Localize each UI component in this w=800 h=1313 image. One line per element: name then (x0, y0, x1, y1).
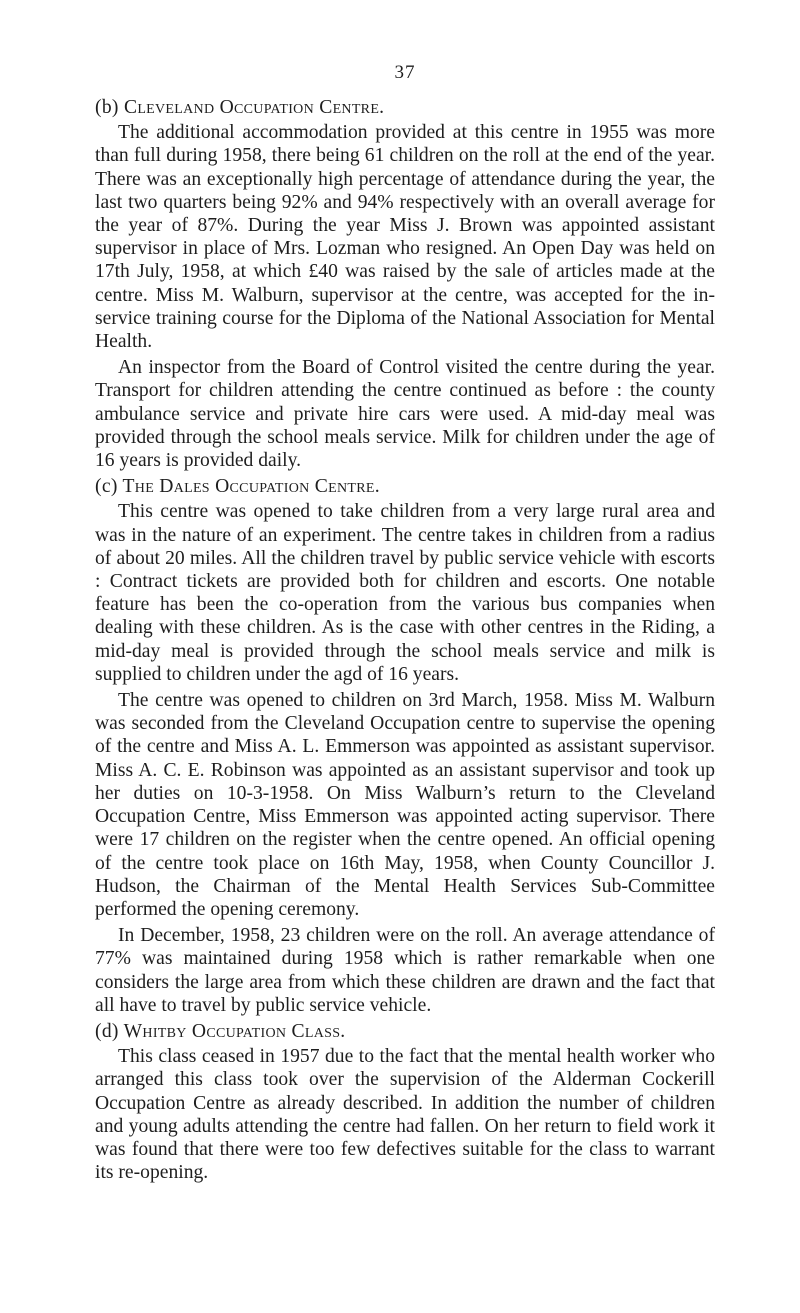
paragraph: In December, 1958, 23 children were on the roll. An average attendance of 77% was maintained during 1958 which is rather remarkable when one considers the large area from which these children are drawn and the fact that all have to travel by public service vehicle. (95, 925, 715, 1016)
section-letter: (b) (95, 97, 119, 118)
paragraph: An inspector from the Board of Control visited the centre during the year. Transport for children attending the centre continued as before : the county ambulance service and private hire cars were used. A mid-day meal was provided through the school meals service. Milk for children under the age of 16 years is provided daily. (95, 357, 715, 472)
section-letter: (c) (95, 476, 118, 498)
section-heading (95, 96, 715, 119)
section-heading (95, 1020, 715, 1043)
section-cleveland (95, 96, 715, 472)
section-letter: (d) (95, 1020, 119, 1042)
paragraph: This centre was opened to take children from a very large rural area and was in the nature of an experiment. The centre takes in children from a radius of about 20 miles. All the children travel by public service vehicle with escorts : Contract tickets are provided both for children and escorts. One notable feature has been the co-operation from the various bus companies when dealing with these children. As is the case with other centres in the Riding, a mid-day meal is provided through the school meals service and milk is supplied to children under the agd of 16 years. (95, 501, 715, 685)
page-number: 37 (394, 62, 416, 83)
paragraph: This class ceased in 1957 due to the fact that the mental health worker who arranged this class took over the supervision of the Alderman Cockerill Occupation Centre as already described. In addition the number of children and young adults attending the centre had fallen. On her return to field work it was found that there were too few defectives suitable for the class to warrant its re-opening. (95, 1046, 715, 1184)
page-content (95, 96, 715, 1187)
section-title: Whitby Occupation Class. (123, 1020, 346, 1042)
paragraph: The additional accommodation provided at this centre in 1955 was more than full during 1958, there being 61 children on the roll at the end of the year. There was an exceptionally high percentage of attendance during the year, the last two quarters being 92% and 94% respectively with an overall average for the year of 87%. During the year Miss J. Brown was appointed assistant supervisor in place of Mrs. Lozman who resigned. An Open Day was held on 17th July, 1958, at which £40 was raised by the sale of articles made at the centre. Miss M. Walburn, supervisor at the centre, was accepted for the in-service training course for the Diploma of the National Association for Mental Health. (95, 122, 715, 353)
section-whitby (95, 1020, 715, 1184)
section-title: Cleveland Occupation Centre. (123, 97, 385, 118)
section-title: The Dales Occupation Centre. (122, 476, 380, 498)
section-dales (95, 475, 715, 1017)
paragraph: The centre was opened to children on 3rd March, 1958. Miss M. Walburn was seconded from the Cleveland Occupation centre to supervise the opening of the centre and Miss A. L. Emmerson was appointed as assistant supervisor. Miss A. C. E. Robinson was appointed as an assistant supervisor and took up her duties on 10-3-1958. On Miss Walburn’s return to the Cleveland Occupation Centre, Miss Emmerson was appointed acting supervisor. There were 17 children on the register when the centre opened. An official opening of the centre took place on 16th May, 1958, when County Councillor J. Hudson, the Chairman of the Mental Health Services Sub-Committee performed the opening ceremony. (95, 690, 715, 920)
section-heading (95, 475, 715, 498)
